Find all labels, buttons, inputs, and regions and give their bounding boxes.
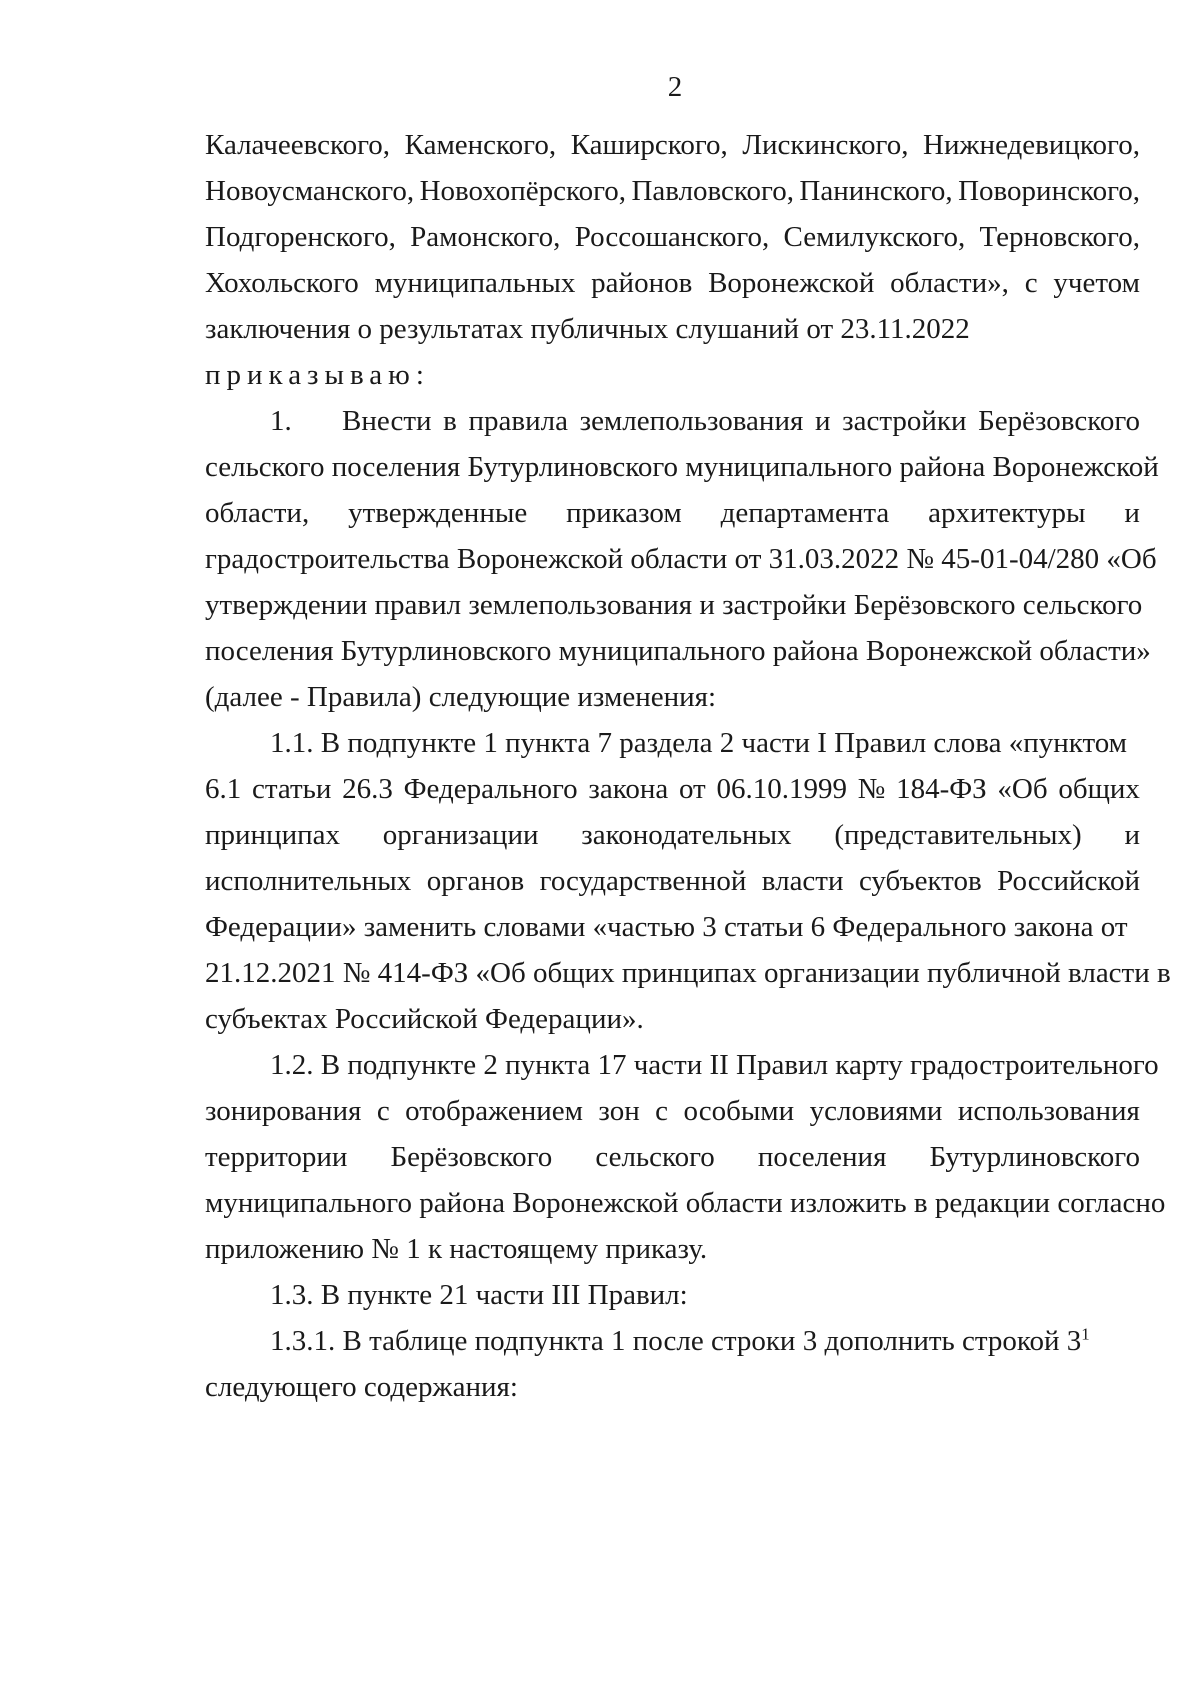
word: районов (591, 267, 693, 299)
word: законодательных (581, 819, 792, 851)
word: с (1024, 267, 1038, 299)
paragraph-1-first-line (205, 398, 1140, 444)
word: государственной (539, 865, 747, 897)
word: правила (468, 405, 568, 437)
word: Поворинского, (958, 175, 1140, 207)
text-line: заключения о результатах публичных слушаний от 23.11.2022 (205, 313, 970, 345)
word: и (1124, 497, 1140, 529)
word: 184-ФЗ (896, 773, 987, 805)
text-line: приложению № 1 к настоящему приказу. (205, 1233, 708, 1265)
word: 26.3 (342, 773, 393, 805)
word: условиями (809, 1095, 943, 1127)
word: использования (957, 1095, 1140, 1127)
word: субъектов (858, 865, 982, 897)
text-line: градостроительства Воронежской области от 31.03.2022 № 45-01-04/280 «Об (205, 543, 1157, 575)
document-body (205, 122, 1171, 1410)
word: Семилукского, (783, 221, 966, 253)
text-line (205, 1088, 1140, 1134)
word: Воронежской (708, 267, 875, 299)
word: власти (761, 865, 844, 897)
word: № (857, 773, 886, 805)
word: Россошанского, (574, 221, 770, 253)
word: области, (205, 497, 310, 529)
word: Терновского, (979, 221, 1140, 253)
word: Нижнедевицкого, (923, 129, 1140, 161)
word: области», (890, 267, 1009, 299)
word: муниципальных (374, 267, 576, 299)
word: Хохольского (205, 267, 359, 299)
word: отображением (405, 1095, 583, 1127)
word: Новоусманского, (205, 175, 415, 207)
word: Новохопёрского, (419, 175, 627, 207)
word: Каширского, (570, 129, 728, 161)
word: утвержденные (348, 497, 528, 529)
word: организации (382, 819, 539, 851)
word: приказом (566, 497, 682, 529)
word: Каменского, (404, 129, 557, 161)
paragraph-number: 1. (270, 405, 292, 437)
word: особыми (683, 1095, 795, 1127)
text-line: 1.3. В пункте 21 части III Правил: (270, 1279, 688, 1311)
word: застройки (842, 405, 967, 437)
word: территории (205, 1141, 348, 1173)
word: землепользования (579, 405, 804, 437)
text-line: утверждении правил землепользования и застройки Берёзовского сельского (205, 589, 1143, 621)
text-line (205, 812, 1140, 858)
text-line: (далее - Правила) следующие изменения: (205, 681, 717, 713)
word: архитектуры (928, 497, 1086, 529)
word: и (1124, 819, 1140, 851)
word: Берёзовского (978, 405, 1140, 437)
word: 06.10.1999 (716, 773, 847, 805)
text-line: следующего содержания: (205, 1371, 518, 1403)
text-line (205, 260, 1140, 306)
superscript: 1 (1081, 1324, 1090, 1344)
text-line: поселения Бутурлиновского муниципального района Воронежской области» (205, 635, 1151, 667)
word: органов (426, 865, 525, 897)
word: с (655, 1095, 669, 1127)
page-number: 2 (667, 71, 683, 103)
word: от (678, 773, 706, 805)
word: зон (598, 1095, 640, 1127)
text-line (205, 168, 1140, 214)
text-line: муниципального района Воронежской области изложить в редакции согласно (205, 1187, 1166, 1219)
text-line: 1.1. В подпункте 1 пункта 7 раздела 2 части I Правил слова «пунктом (270, 727, 1128, 759)
word: зонирования (205, 1095, 362, 1127)
text-line: Федерации» заменить словами «частью 3 статьи 6 Федерального закона от (205, 911, 1128, 943)
text-line (205, 122, 1140, 168)
word: общих (1058, 773, 1140, 805)
text-line: сельского поселения Бутурлиновского муниципального района Воронежской (205, 451, 1159, 483)
word: департамента (720, 497, 890, 529)
word: Подгоренского, (205, 221, 396, 253)
word: поселения (757, 1141, 887, 1173)
word: статьи (251, 773, 332, 805)
word: (представительных) (834, 819, 1082, 851)
word: Павловского, (631, 175, 794, 207)
word: в (443, 405, 457, 437)
word: учетом (1053, 267, 1140, 299)
text-run: 1.3.1. В таблице подпункта 1 после строки 3 дополнить строкой 3 (270, 1325, 1082, 1357)
word: Калачеевского, (205, 129, 391, 161)
word: закона (588, 773, 669, 805)
text-line: 21.12.2021 № 414-ФЗ «Об общих принципах организации публичной власти в (205, 957, 1171, 989)
word: Бутурлиновского (929, 1141, 1140, 1173)
text-line (205, 766, 1140, 812)
word: принципах (205, 819, 340, 851)
text-line (205, 490, 1140, 536)
text-words (342, 398, 1140, 444)
word: 6.1 (205, 773, 242, 805)
text-line: субъектах Российской Федерации». (205, 1003, 644, 1035)
word: Панинского, (799, 175, 953, 207)
word: Федерального (403, 773, 578, 805)
text-line (205, 858, 1140, 904)
word: сельского (595, 1141, 715, 1173)
word: Берёзовского (390, 1141, 553, 1173)
text-line (205, 214, 1140, 260)
text-line (205, 1318, 1140, 1364)
order-word: приказываю: (205, 359, 430, 391)
word: с (376, 1095, 390, 1127)
word: Внести (342, 405, 432, 437)
word: Российской (997, 865, 1140, 897)
word: и (814, 405, 831, 437)
text-line (205, 1134, 1140, 1180)
word: исполнительных (205, 865, 412, 897)
word: Лискинского, (742, 129, 909, 161)
word: «Об (997, 773, 1048, 805)
text-line: 1.2. В подпункте 2 пункта 17 части II Правил карту градостроительного (270, 1049, 1159, 1081)
word: Рамонского, (410, 221, 561, 253)
